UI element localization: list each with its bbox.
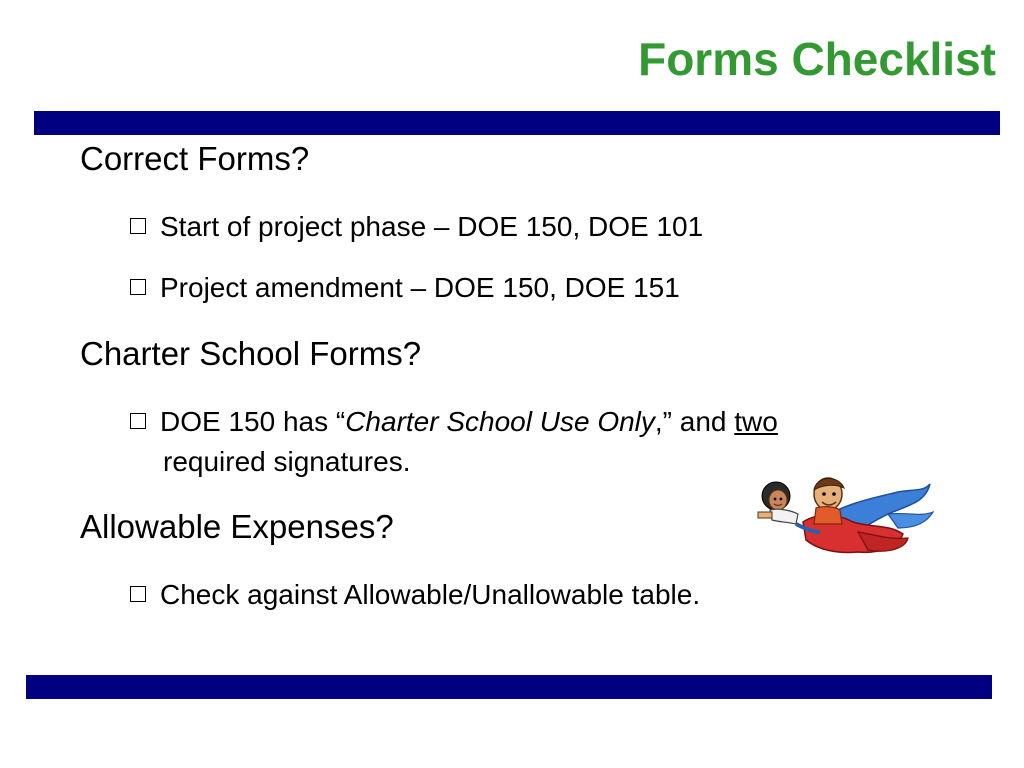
bottom-divider-bar — [26, 675, 992, 699]
bullet-start-of-project — [130, 207, 703, 247]
and-text: and — [672, 406, 735, 437]
heading-charter-school-forms: Charter School Forms? — [80, 335, 422, 372]
charter-use-only-text: Charter School Use Only — [345, 406, 655, 437]
open-quote: “ — [335, 406, 346, 437]
flying-superhero-kids-icon — [748, 462, 938, 562]
top-divider-bar — [34, 111, 1000, 135]
bullet-project-amendment — [130, 268, 680, 308]
bullet-text-part1: DOE 150 has — [160, 406, 336, 437]
bullet-text-line2: required signatures. — [163, 446, 411, 477]
bullet-text: Start of project phase – DOE 150, DOE 101 — [160, 211, 704, 242]
heading-allowable-expenses: Allowable Expenses? — [80, 508, 394, 545]
slide-title: Forms Checklist — [638, 33, 996, 85]
checkbox-icon — [130, 218, 146, 234]
heading-correct-forms: Correct Forms? — [80, 140, 310, 177]
comma: , — [654, 406, 663, 437]
checkbox-icon — [130, 279, 146, 295]
close-quote: ” — [662, 406, 672, 437]
two-underlined: two — [734, 406, 778, 437]
bullet-text: Project amendment – DOE 150, DOE 151 — [160, 272, 680, 303]
checkbox-icon — [130, 413, 146, 429]
checkbox-icon — [130, 586, 146, 602]
bullet-doe150-charter — [130, 402, 778, 482]
bullet-check-table — [130, 575, 700, 615]
bullet-text: Check against Allowable/Unallowable table. — [160, 579, 701, 610]
